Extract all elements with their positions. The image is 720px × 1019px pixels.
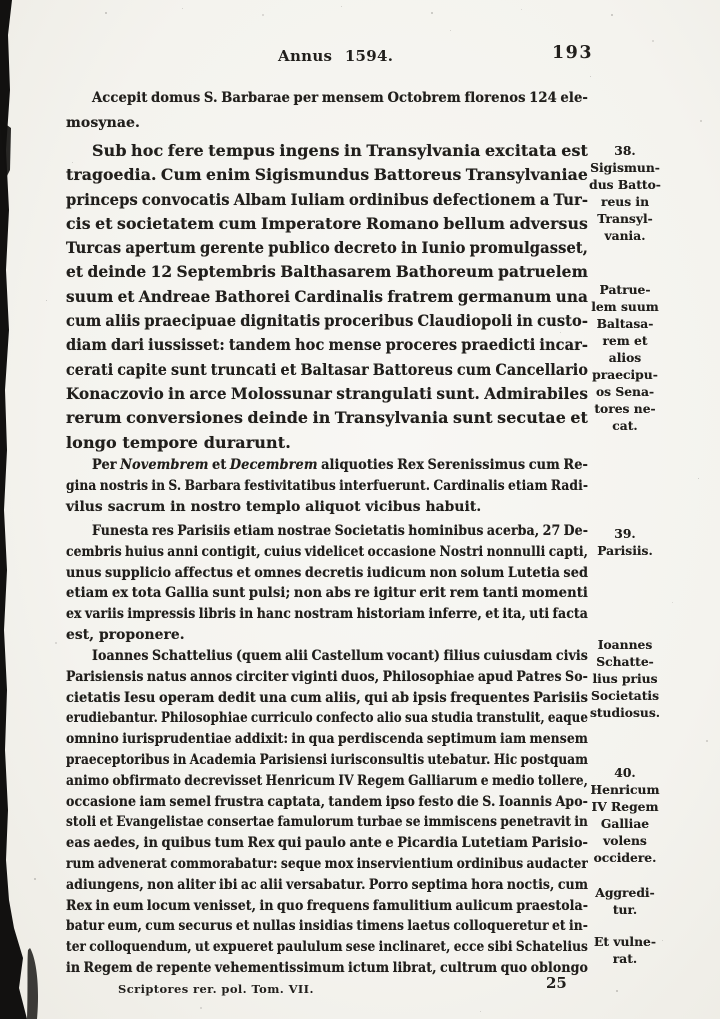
margin-note-line: Galliae [600,816,650,831]
text-line: suum et Andreae Bathorei Cardinalis fratrem germanum una [66,286,589,306]
running-title: Annus 1594. [278,47,394,65]
scan-speckle [392,700,393,701]
text-line: stoli et Evangelistae consertae famulorum turbae se immiscens penetravit in [66,814,588,831]
margin-note-line: 40. [614,765,636,780]
margin-note [588,764,662,866]
scan-speckle [700,120,702,122]
margin-note-line: vania. [604,228,646,243]
text-line: Accepit domus S. Barbarae per mensem Octobrem florenos 124 ele- [92,90,588,106]
paragraph [66,646,588,979]
text-line: Per Novembrem et Decembrem aliquoties Rex Serenissimus cum Re- [92,457,589,473]
margin-note-line: Henricum [590,782,660,797]
margin-note [588,884,662,918]
scan-speckle [512,862,513,863]
margin-note [588,933,662,967]
scan-speckle [132,722,133,723]
scan-speckle [34,878,36,880]
text-line: omnino iurisprudentiae addixit: in qua perdiscenda septimum iam mensem [66,731,589,748]
margin-note-line: rat. [612,951,638,966]
margin-note-line: Patrue- [599,282,651,297]
scan-speckle [55,642,57,644]
scan-speckle [480,1011,481,1012]
text-line: diam dari iussisset: tandem hoc mense proceres praedicti incar- [66,335,589,355]
scan-speckle [302,460,303,461]
margin-note-line: Sigismun- [590,160,660,175]
text-line: Parisiensis natus annos circiter viginti duos, Philosophiae apud Patres So- [66,668,588,685]
margin-note-line: Ioannes [597,637,653,652]
text-line: Rex in eum locum venisset, in quo frequens famulitium aulicum praestola- [66,897,589,914]
scan-speckle [590,76,591,77]
text-line: tragoedia. Cum enim Sigismundus Battoreus Transylvaniae [66,165,588,185]
scan-speckle [46,300,47,301]
text-line: occasione iam semel frustra captata, tandem ipso festo die S. Ioannis Apo- [66,793,589,810]
text-line: ex variis impressis libris in hanc nostram historiam inferre, et ita, uti facta [66,606,589,623]
scan-speckle [652,40,654,42]
margin-note [588,281,662,434]
margin-note-line: volens [603,833,647,848]
scan-speckle [706,740,708,742]
scan-speckle [450,30,451,31]
scan-speckle [92,520,93,521]
text-line: cembris huius anni contigit, cuius videlicet occasione Nostri nonnulli capti, [66,543,589,560]
scan-speckle [616,532,617,533]
paragraph [66,521,588,646]
paragraph [66,86,588,136]
text-line: erudiebantur. Philosophiae curriculo confecto alio sua studia transtulit, eaque [66,710,588,727]
text-line: gina nostris in S. Barbara festivitatibus interfuerunt. Cardinalis etiam Radi- [66,477,589,494]
paragraph [66,139,588,455]
margin-note-line: Transyl- [597,211,653,226]
text-line: Sub hoc fere tempus ingens in Transylvania excitata est [92,141,589,160]
margin-note-line: os Sena- [595,384,655,399]
margin-note-line: 39. [614,526,636,541]
text-line: mosynae. [66,115,140,131]
text-line: longo tempore durarunt. [66,432,291,452]
margin-note-line: dus Batto- [589,177,661,192]
text-line: eas aedes, in quibus tum Rex qui paulo ante e Picardia Lutetiam Parisio- [66,835,589,852]
margin-note-line: reus in [600,194,650,209]
scan-speckle [431,12,433,14]
footer-caption: Scriptores rer. pol. Tom. VII. [118,982,314,996]
text-line: et deinde 12 Septembris Balthasarem Bathoreum patruelem [66,262,588,282]
margin-note [588,636,662,721]
text-line: praeceptoribus in Academia Parisiensi iurisconsultis utebatur. Hic postquam [66,751,589,768]
sheet-signature: 25 [546,974,567,992]
text-line: Turcas apertum gerente publico decreto in Iunio promulgasset, [66,238,589,258]
text-line: Konaczovio in arce Molossunar strangulati sunt. Admirabiles [66,383,589,403]
margin-note-line: tores ne- [594,401,656,416]
text-line: vilus sacrum in nostro templo aliquot vicibus habuit. [66,498,482,515]
scan-speckle [341,6,342,7]
margin-note-line: IV Regem [591,799,659,814]
text-line: cis et societatem cum Imperatore Romano bellum adversus [66,213,588,233]
text-line: unus supplicio affectus et omnes decretis iudicum non solum Lutetia sed [66,564,589,581]
text-line: Funesta res Parisiis etiam nostrae Societatis hominibus acerba, 27 De- [92,523,589,539]
margin-note-line: lem suum [591,299,659,314]
margin-note [588,142,662,244]
scan-speckle [262,14,264,16]
margin-note-line: cat. [612,418,638,433]
text-line: etiam ex tota Gallia sunt pulsi; non abs re igitur erit rem tanti momenti [66,585,588,602]
scan-speckle [72,162,73,163]
margin-note [588,525,662,559]
scan-speckle [616,990,618,992]
scan-speckle [672,602,673,603]
paragraph [66,455,588,517]
scan-speckle [662,940,663,941]
text-line: in Regem de repente vehementissimum ictum librat, cultrum quo oblongo [66,959,589,976]
page-number: 193 [552,43,594,63]
scan-speckle [182,8,183,9]
margin-note-line: Parisiis. [597,543,653,558]
text-line: princeps convocatis Albam Iuliam ordinibus defectionem a Tur- [66,189,589,209]
margin-note-line: praecipu- [592,367,658,382]
margin-note-line: rem et [602,333,648,348]
margin-note-line: studiosus. [589,705,661,720]
margin-note-line: Baltasa- [596,316,654,331]
margin-note-line: alios [608,350,642,365]
scan-speckle [521,9,522,10]
margin-note-line: tur. [612,902,638,917]
scan-speckle [611,14,613,16]
text-line: cerati capite sunt truncati et Baltasar Battoreus cum Cancellario [66,359,588,379]
text-line: rum advenerat commorabatur: seque mox inservientium ordinibus audacter [66,855,588,872]
margin-note-line: occidere. [593,850,657,865]
text-line: Ioannes Schattelius (quem alii Castellum vocant) filius cuiusdam civis [92,648,588,664]
margin-note-line: 38. [614,143,636,158]
margin-note-line: Societatis [591,688,659,703]
text-line: ter colloquendum, ut expueret paululum sese inclinaret, ecce sibi Schatelius [66,939,588,956]
scan-speckle [698,478,699,479]
text-line: batur eum, cum securus et nullas insidias timens laetus colloqueretur et in- [66,918,588,935]
scan-speckle [641,212,642,213]
scan-speckle [105,12,107,14]
text-line: rerum conversiones deinde in Transylvania sunt secutae et [66,408,588,428]
margin-note-line: lius prius [592,671,658,686]
margin-note-line: Et vulne- [594,934,656,949]
scan-speckle [200,1007,202,1009]
margin-note-line: Schatte- [596,654,654,669]
scan-speckle [560,332,561,333]
text-line: cum aliis praecipuae dignitatis proceribus Claudiopoli in custo- [66,311,589,331]
margin-note-line: Aggredi- [595,885,655,900]
text-line: adiungens, non aliter ibi ac alii versabatur. Porro septima hora noctis, cum [66,876,589,893]
text-line: est, proponere. [66,626,185,643]
text-line: cietatis Iesu operam dedit una cum aliis, qui ab ipsis frequentes Parisiis [66,689,588,706]
text-line: animo obfirmato decrevisset Henricum IV Regem Galliarum e medio tollere, [66,772,589,789]
